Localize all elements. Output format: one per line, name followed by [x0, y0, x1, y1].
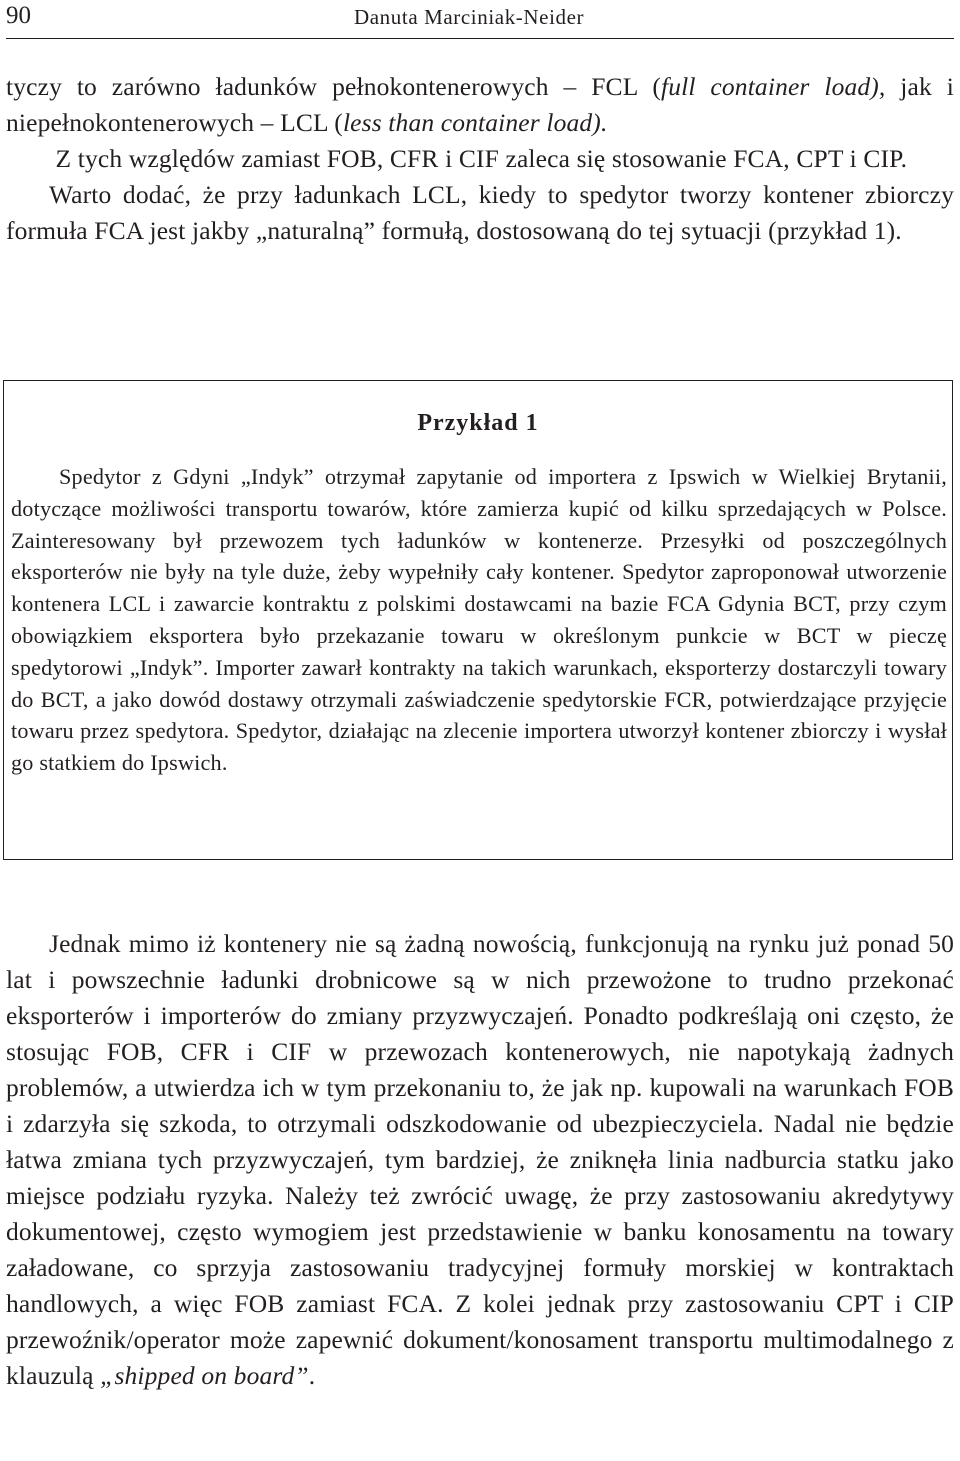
- intro-text-2: jak i niepełnokontenerowych – LCL (: [6, 72, 954, 137]
- page-number: 90: [6, 2, 31, 29]
- intro-italic-lcl: less than container load).: [342, 108, 608, 137]
- intro-text-1: tyczy to zarówno ładunków pełnokontenerowych – FCL (: [6, 72, 661, 101]
- running-head-author: Danuta Marciniak-Neider: [354, 5, 585, 29]
- example-text: [11, 461, 947, 779]
- main-text-end: .: [308, 1361, 316, 1390]
- example-box: [3, 380, 953, 860]
- example-title: Przykład 1: [417, 410, 539, 436]
- main-paragraph: [6, 926, 954, 1394]
- intro-italic-fcl: full container load),: [660, 72, 886, 101]
- intro-text-3: Z tych względów zamiast FOB, CFR i CIF zaleca się stosowanie FCA, CPT i CIP.: [49, 144, 908, 173]
- running-header: [6, 0, 954, 39]
- example-body: Spedytor z Gdyni „Indyk” otrzymał zapytanie od importera z Ipswich w Wielkiej Brytanii, dotyczące możliwości transportu towarów, które zamierza kupić od kilku sprzedających w Polsce. Zainteresowany był przewozem tych ładunków w kontenerze. Przesyłki od poszczególnych eksporterów nie były na tyle duże, żeby wypełniły cały kontener. Spedytor zaproponował utworzenie kontenera LCL i zawarcie kontraktu z polskimi dostawcami na bazie FCA Gdynia BCT, przy czym obowiązkiem eksportera było przekazanie towaru w określonym punkcie w BCT w pieczę spedytorowi „Indyk”. Importer zawarł kontrakty na takich warunkach, eksporterzy dostarczyli towary do BCT, a jako dowód dostawy otrzymali zaświadczenie spedytorskie FCR, potwierdzające przyjęcie towaru przez spedytora. Spedytor, działając na zlecenie importera utworzył kontener zbiorczy i wysłał go statkiem do Ipswich.: [11, 464, 947, 776]
- intro-text-4: Warto dodać, że przy ładunkach LCL, kiedy to spedytor tworzy kontener zbiorczy formuła FCA jest jakby „naturalną” formułą, dostosowaną do tej sytuacji (przykład 1).: [6, 180, 954, 245]
- main-text: Jednak mimo iż kontenery nie są żadną nowością, funkcjonują na rynku już ponad 50 lat i powszechnie ładunki drobnicowe są w nich przewożone to trudno przekonać eksporterów i importerów do zmiany przyzwyczajeń. Ponadto podkreślają oni często, że stosując FOB, CFR i CIF w przewozach kontenerowych, nie napotykają żadnych problemów, a utwierdza ich w tym przekonaniu to, że jak np. kupowali na warunkach FOB i zdarzyła się szkoda, to otrzymali odszkodowanie od ubezpieczyciela. Nadal nie będzie łatwa zmiana tych przyzwyczajeń, tym bardziej, że zniknęła linia nadburcia statku jako miejsce podziału ryzyka. Należy też zwrócić uwagę, że przy zastosowaniu akredytywy dokumentowej, często wymogiem jest przedstawienie w banku konosamentu na towary załadowane, co sprzyja zastosowaniu tradycyjnej formuły morskiej w kontraktach handlowych, a więc FOB zamiast FCA. Z kolei jednak przy zastosowaniu CPT i CIP przewoźnik/operator może zapewnić dokument/konosament transportu multimodalnego z klauzulą: [6, 929, 954, 1390]
- main-italic-shipped-on-board: „shipped on board”: [100, 1361, 309, 1390]
- intro-paragraph: [6, 69, 954, 249]
